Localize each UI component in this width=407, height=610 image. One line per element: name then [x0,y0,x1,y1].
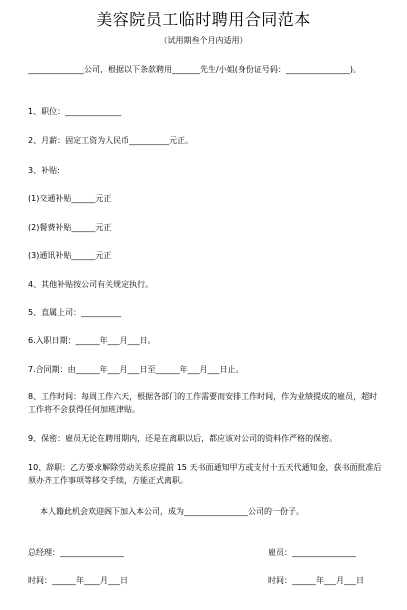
clause-allowance-meal: (2)餐费补贴______元正 [28,223,112,232]
document-subtitle: （试用期叁个月内适用） [159,36,248,45]
clause-allowance: 3、补贴: [28,166,60,175]
clause-salary: 2、月薪：固定工资为人民币__________元正。 [28,136,194,145]
employee-signature-line: 雇员：________________ [268,548,356,557]
clause-confidentiality: 9、保密：雇员无论在聘用期内，还是在离职以后，都应该对公司的资料作严格的保密。 [28,434,338,443]
document-title: 美容院员工临时聘用合同范本 [96,10,311,29]
clause-post: 1、职位：______________ [28,107,122,116]
closing-statement: 本人籍此机会欢迎阁下加入本公司，成为________________公司的一份子。 [40,507,304,516]
manager-date-line: 时间：______年____月___日 [28,576,128,585]
clause-resignation: 10、辞职：乙方要求解除劳动关系应提前 15 天书面通知甲方或支付十五天代通知金，获书面批准后须办齐工作事项等移交手续，方能正式离职。 [28,463,382,485]
employee-date-line: 时间：______年___月___日 [268,576,364,585]
manager-signature-line: 总经理：________________ [28,548,124,557]
clause-start-date: 6.入职日期：______年___月___日。 [28,336,156,345]
clause-allowance-transport: (1)交通补贴______元正 [28,194,112,203]
clause-allowance-phone: (3)通讯补贴______元正 [28,251,112,260]
clause-other-allowance: 4、其他补贴按公司有关规定执行。 [28,280,154,289]
clause-working-hours: 8、工作时间：每周工作六天，根据各部门的工作需要而安排工作时间，作为业绩提成的雇员，超时工作将不会获得任何加班津贴。 [28,392,378,414]
clause-supervisor: 5、直属上司：__________ [28,308,122,317]
intro-paragraph: ______________公司，根据以下条款聘用_______先生/小姐(身份证号码：________________)。 [28,65,361,74]
clause-contract-period: 7.合同期：由______年___月___日至______年___月___日止。 [28,365,244,374]
